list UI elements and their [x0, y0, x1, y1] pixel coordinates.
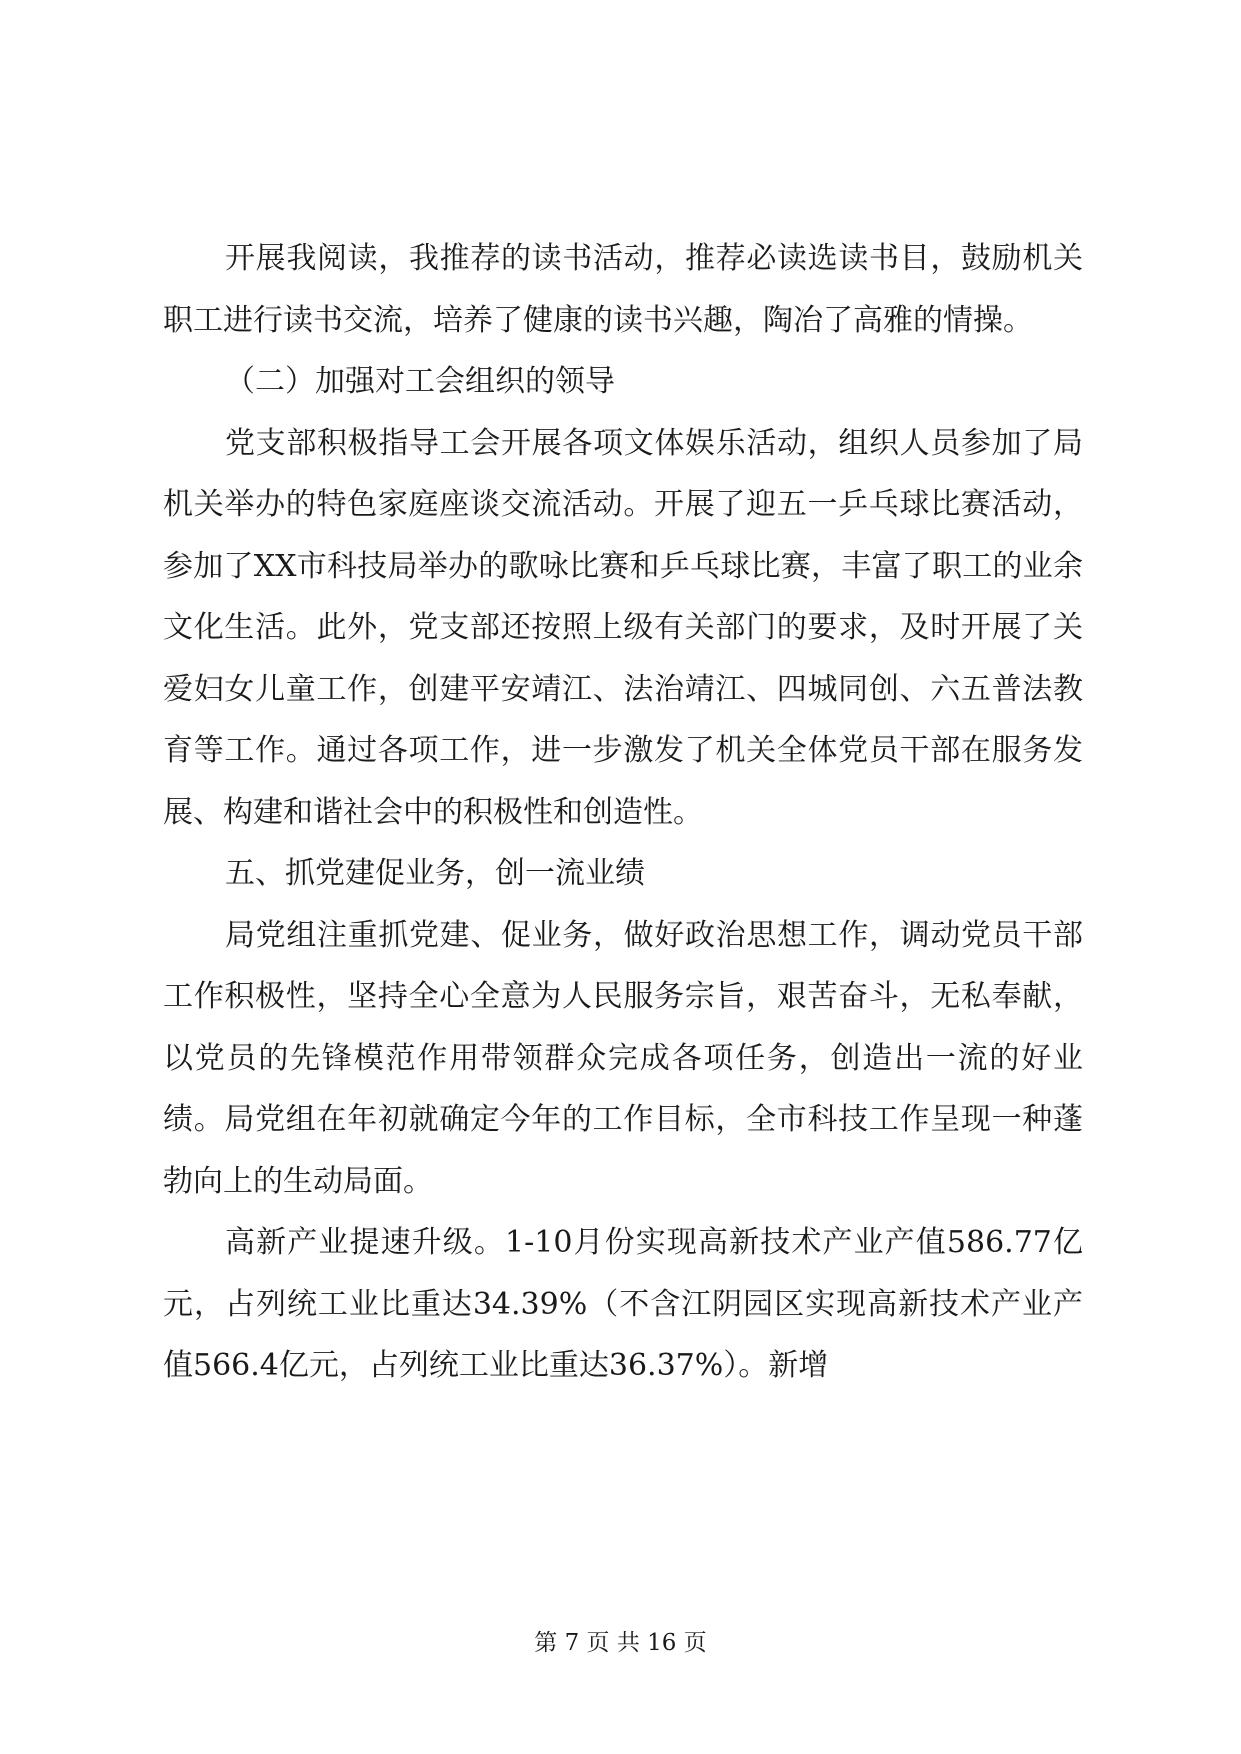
section-heading-union-leadership: （二）加强对工会组织的领导 [225, 364, 615, 399]
paragraph-party-work: 局党组注重抓党建、促业务，做好政治思想工作，调动党员干部工作积极性，坚持全心全意为人民服务宗旨，艰苦奋斗，无私奉献，以党员的先锋模范作用带领群众完成各项任务，创造出一流的好业绩。局党组在年初就确定今年的工作目标，全市科技工作呈现一种蓬勃向上的生动局面。 [163, 917, 1083, 1199]
paragraph-union-activities: 党支部积极指导工会开展各项文体娱乐活动，组织人员参加了局机关举办的特色家庭座谈交流活动。开展了迎五一乒乓球比赛活动，参加了XX市科技局举办的歌咏比赛和乒乓球比赛，丰富了职工的业余文化生活。此外，党支部还按照上级有关部门的要求，及时开展了关爱妇女儿童工作，创建平安靖江、法治靖江、四城同创、六五普法教育等工作。通过各项工作，进一步激发了机关全体党员干部在服务发展、构建和谐社会中的积极性和创造性。 [163, 425, 1083, 830]
section-heading-party-building: 五、抓党建促业务，创一流业绩 [225, 856, 645, 891]
paragraph-hightech-industry: 高新产业提速升级。1-10月份实现高新技术产业产值586.77亿元，占列统工业比重达34.39%（不含江阴园区实现高新技术产业产值566.4亿元，占列统工业比重达36.37%）。新增 [163, 1225, 1083, 1383]
document-body [163, 228, 1083, 1397]
page-footer: 第 7 页 共 16 页 [534, 1630, 707, 1656]
paragraph-reading-activity: 开展我阅读，我推荐的读书活动，推荐必读选读书目，鼓励机关职工进行读书交流，培养了健康的读书兴趣，陶冶了高雅的情操。 [163, 241, 1083, 338]
